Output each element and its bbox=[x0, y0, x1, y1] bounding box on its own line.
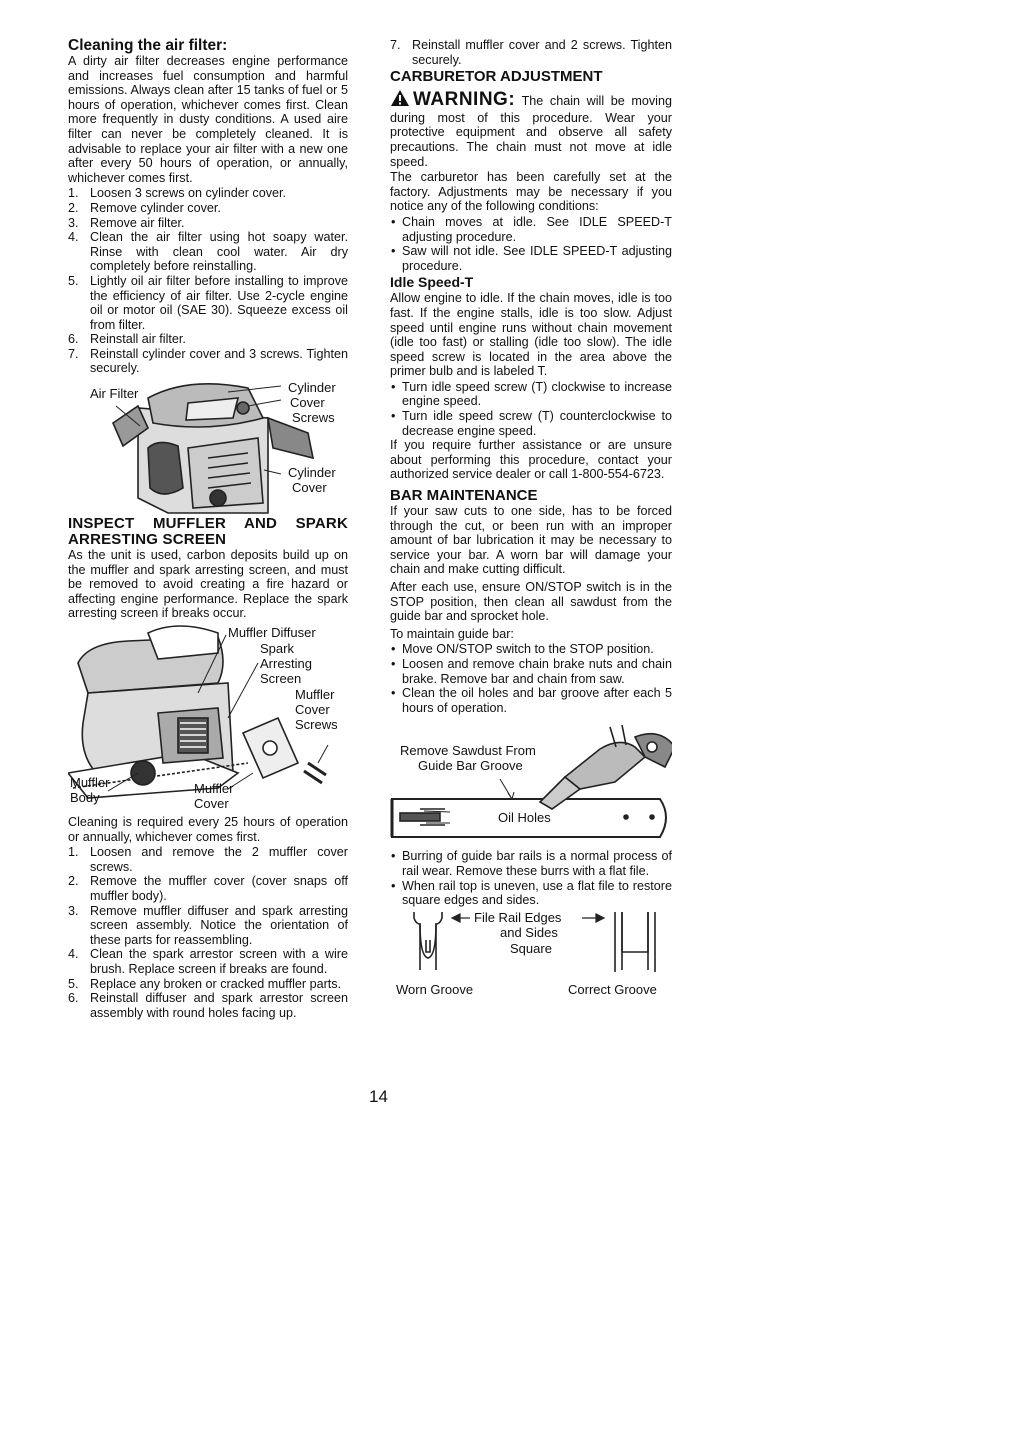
oil-holes-label: Oil Holes bbox=[498, 810, 551, 826]
list-item: 2. Remove cylinder cover. bbox=[68, 200, 221, 215]
muffler-note: Cleaning is required every 25 hours of operation or annually, whichever comes first. bbox=[68, 815, 348, 844]
page-number: 14 bbox=[369, 1087, 388, 1106]
cylinder-cover-screws-label-1: Cylinder bbox=[288, 380, 336, 396]
spark-arresting-screen-label-2: Arresting bbox=[260, 656, 313, 672]
air-filter-steps bbox=[68, 186, 348, 376]
spark-arresting-screen-label-3: Screen bbox=[260, 671, 302, 687]
list-item: 4. Clean the spark arrestor screen with a wire brush. Replace screen if breaks are found. bbox=[68, 947, 348, 976]
list-item: 2. Remove the muffler cover (cover snaps off muffler body). bbox=[68, 874, 348, 903]
list-item: 3. Remove muffler diffuser and spark arresting screen assembly. Notice the orientation of these parts for reassembling. bbox=[68, 903, 348, 947]
muffler-cover-screws-label-1: Muffler bbox=[295, 687, 335, 703]
worn-groove-label: Worn Groove bbox=[396, 981, 474, 997]
muffler-cover-label-2: Cover bbox=[194, 796, 229, 812]
muffler-cover-screws-label-2: Cover bbox=[295, 702, 330, 718]
muffler-intro: As the unit is used, carbon deposits build up on the muffler and spark arresting screen, and must be removed to avoid creating a fire hazard or affecting engine performance. Replace the spark arresting screen if breaks occur. bbox=[68, 548, 348, 621]
muffler-steps bbox=[68, 845, 348, 1020]
list-item: • Saw will not idle. See IDLE SPEED-T adjusting procedure. bbox=[390, 244, 672, 273]
list-item: • Move ON/STOP switch to the STOP position. bbox=[390, 642, 672, 657]
file-rail-label-2: and Sides bbox=[500, 924, 558, 940]
list-item: 6. Reinstall air filter. bbox=[68, 332, 186, 347]
air-filter-label: Air Filter bbox=[90, 386, 139, 402]
bar-paragraph-1: If your saw cuts to one side, has to be forced through the cut, or been run with an improper amount of bar lubrication it may be necessary to service your bar. A worn bar will damage your chain and make cutting difficult. bbox=[390, 504, 672, 577]
list-item: 1. Loosen 3 screws on cylinder cover. bbox=[68, 186, 287, 201]
list-item: 6. Reinstall diffuser and spark arrestor screen assembly with round holes facing up. bbox=[68, 991, 348, 1020]
carburetor-bullets bbox=[390, 215, 672, 273]
idle-speed-text: Allow engine to idle. If the chain moves, idle is too fast. If the engine stalls, idle is too slow. Adjust speed until engine runs without chain movement (idle too fast) or stalling (idle too slow). The idle speed screw is located in the area above the primer bulb and is labeled T. bbox=[390, 291, 672, 379]
idle-speed-heading: Idle Speed-T bbox=[390, 274, 474, 291]
muffler-heading: INSPECT MUFFLER AND SPARK ARRESTING SCREEN bbox=[68, 515, 348, 549]
correct-groove-label: Correct Groove bbox=[568, 981, 657, 997]
air-filter-heading: Cleaning the air filter: bbox=[68, 37, 228, 54]
spark-arresting-screen-label-1: Spark bbox=[260, 641, 294, 657]
warning-text: The chain will be moving during most of this procedure. Wear your protective equipment and observe all safety precautions. The chain must not move at idle speed. bbox=[390, 94, 672, 169]
list-item: 4. Clean the air filter using hot soapy water. Rinse with clean cool water. Air dry completely before reinstalling. bbox=[68, 230, 348, 274]
guide-bar-figure bbox=[390, 717, 672, 847]
list-item: 1. Loosen and remove the 2 muffler cover screws. bbox=[68, 845, 348, 874]
muffler-diffuser-label: Muffler Diffuser bbox=[228, 625, 316, 641]
bar-paragraph-3: To maintain guide bar: bbox=[390, 626, 514, 641]
guide-bar-illustration bbox=[390, 717, 672, 847]
carburetor-intro: The carburetor has been carefully set at the factory. Adjustments may be necessary if you notice any of the following conditions: bbox=[390, 170, 672, 214]
bar-bullets bbox=[390, 642, 672, 715]
list-item: 7. Reinstall muffler cover and 2 screws. Tighten securely. bbox=[390, 38, 672, 67]
muffler-figure bbox=[68, 623, 348, 813]
file-rail-label-1: File Rail Edges bbox=[474, 909, 562, 925]
idle-help-text: If you require further assistance or are unsure about performing this procedure, contact your authorized service dealer or call 1-800-554-6723. bbox=[390, 438, 672, 482]
right-column bbox=[390, 38, 672, 1006]
list-item: 7. Reinstall cylinder cover and 3 screws. Tighten securely. bbox=[68, 346, 348, 376]
bar-paragraph-2: After each use, ensure ON/STOP switch is in the STOP position, then clean all sawdust from the guide bar and sprocket hole. bbox=[390, 580, 672, 624]
cylinder-cover-screws-label-2: Cover bbox=[290, 395, 325, 411]
file-rail-label-3: Square bbox=[510, 940, 552, 956]
list-item: 5. Replace any broken or cracked muffler parts. bbox=[68, 976, 342, 991]
list-item: • Turn idle speed screw (T) clockwise to increase engine speed. bbox=[390, 380, 672, 409]
muffler-step-7 bbox=[390, 38, 672, 67]
list-item: • Burring of guide bar rails is a normal process of rail wear. Remove these burrs with a flat file. bbox=[390, 849, 672, 878]
list-item: • Loosen and remove chain brake nuts and chain brake. Remove bar and chain from saw. bbox=[390, 657, 672, 686]
sawdust-label-1: Remove Sawdust From bbox=[400, 743, 536, 759]
warning-block bbox=[390, 89, 672, 169]
cylinder-cover-label-1: Cylinder bbox=[288, 465, 336, 481]
cylinder-cover-screws-label-3: Screws bbox=[292, 410, 335, 426]
warning-label: WARNING: bbox=[413, 89, 516, 111]
muffler-cover-label-1: Muffler bbox=[194, 781, 234, 797]
list-item: • Clean the oil holes and bar groove after each 5 hours of operation. bbox=[390, 686, 672, 715]
cylinder-cover-label-2: Cover bbox=[292, 480, 327, 496]
idle-speed-bullets bbox=[390, 380, 672, 438]
sawdust-label-2: Guide Bar Groove bbox=[418, 758, 523, 774]
list-item: 3. Remove air filter. bbox=[68, 215, 185, 230]
muffler-body-label-2: Body bbox=[70, 790, 100, 806]
list-item: 5. Lightly oil air filter before installing to improve the efficiency of air filter. Use 2-cycle engine oil or motor oil (SAE 30). Squeeze excess oil from filter. bbox=[68, 273, 348, 332]
list-item: • Chain moves at idle. See IDLE SPEED-T adjusting procedure. bbox=[390, 215, 672, 244]
groove-figure bbox=[390, 910, 672, 1004]
muffler-cover-screws-label-3: Screws bbox=[295, 717, 338, 733]
air-filter-figure bbox=[68, 378, 348, 514]
bar-maintenance-heading: BAR MAINTENANCE bbox=[390, 487, 538, 505]
carburetor-heading: CARBURETOR ADJUSTMENT bbox=[390, 68, 603, 86]
left-column bbox=[68, 38, 348, 1020]
list-item: • When rail top is uneven, use a flat file to restore square edges and sides. bbox=[390, 879, 672, 908]
warning-triangle-icon bbox=[390, 89, 410, 111]
air-filter-intro: A dirty air filter decreases engine performance and increases fuel consumption and harmful emissions. Always clean after 15 tanks of fuel or 5 hours of operation, whichever comes first. Clean more frequently in dusty conditions. A used aire filter can never be completely cleaned. It is advisable to replace your air filter with a new one after every 50 hours of operation, or annually, whichever comes first. bbox=[68, 54, 348, 185]
bar-bullets-2 bbox=[390, 849, 672, 907]
muffler-body-label-1: Muffler bbox=[70, 775, 110, 791]
list-item: • Turn idle speed screw (T) counterclockwise to decrease engine speed. bbox=[390, 409, 672, 438]
